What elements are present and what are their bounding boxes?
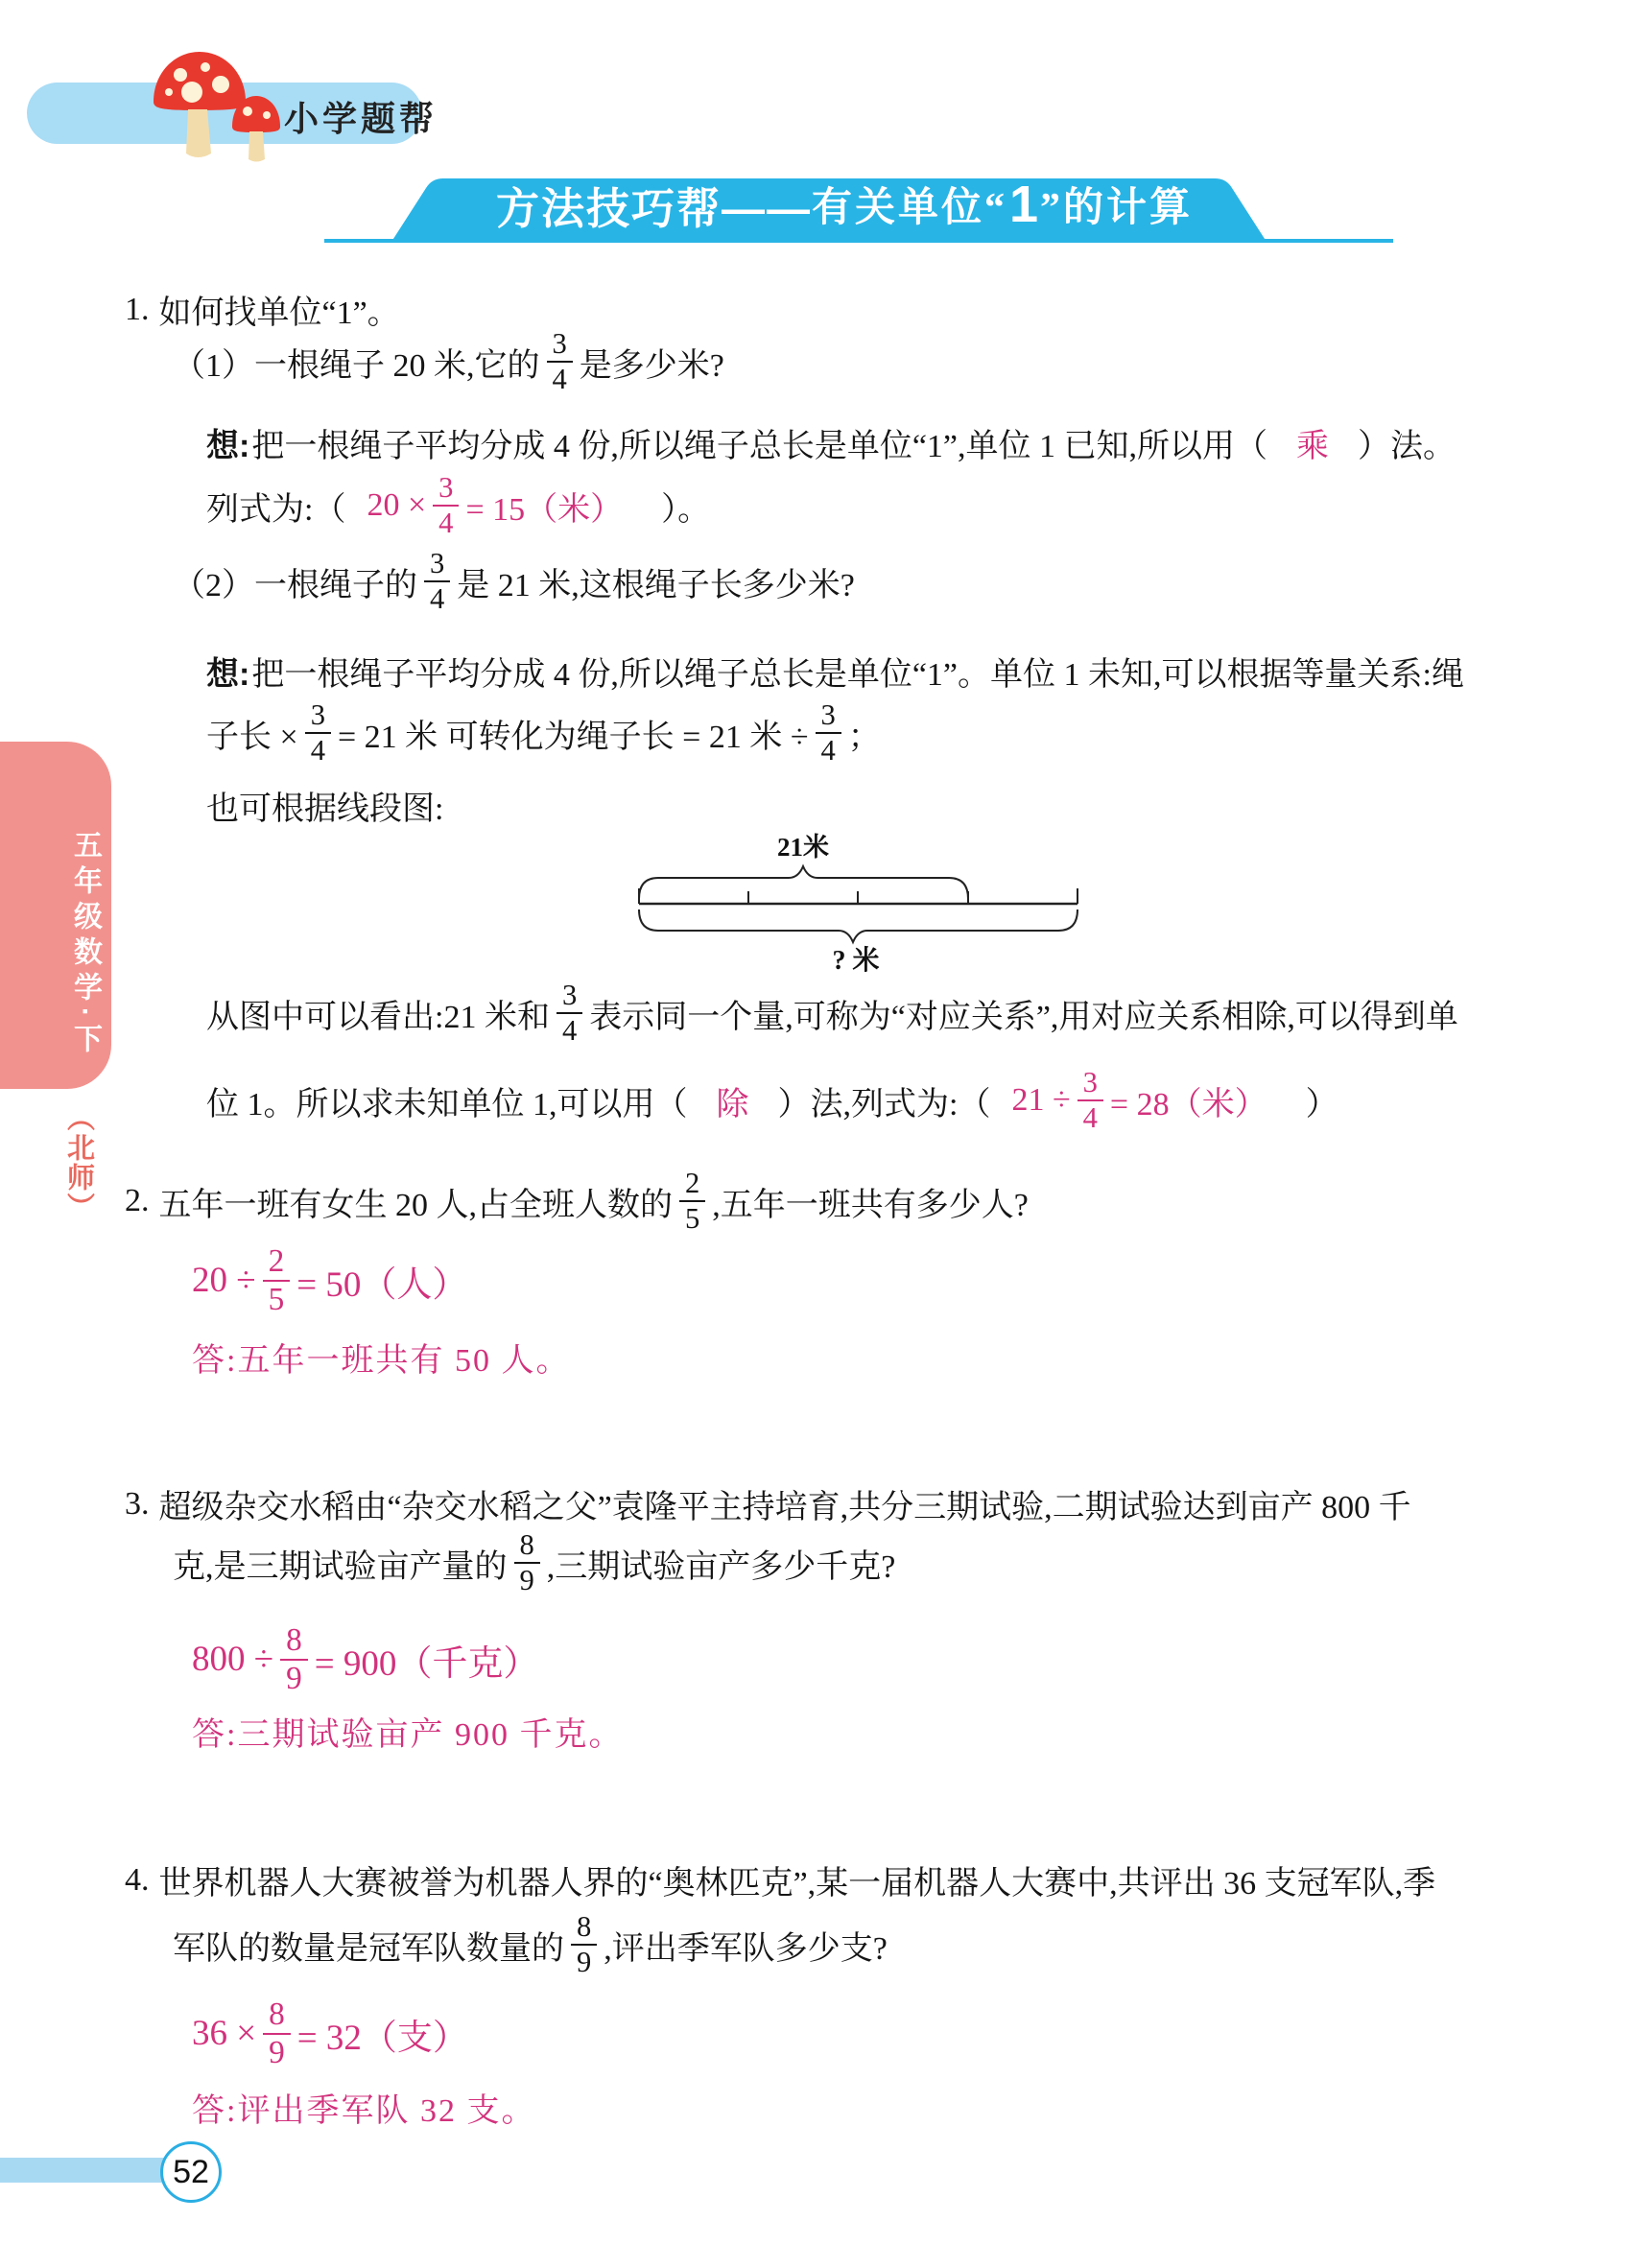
text: 列式为:（ — [206, 491, 346, 528]
text: 答:五年一班共有 50 人。 — [192, 1343, 571, 1379]
text: 军队的数量是冠军队数量的 — [173, 1930, 564, 1967]
diagram-bottom-label: ? 米 — [832, 946, 880, 976]
logo-text: 小学题帮 — [284, 99, 438, 138]
fraction — [280, 1623, 308, 1696]
fraction-denominator: 4 — [552, 363, 567, 396]
fraction — [263, 1244, 291, 1317]
text: 从图中可以看出:21 米和 — [206, 999, 550, 1035]
text: 800 ÷ — [192, 1640, 274, 1680]
fraction-numerator: 3 — [816, 699, 841, 734]
fraction — [433, 472, 459, 539]
text: 20 ÷ — [192, 1261, 256, 1301]
text: 克,是三期试验亩产量的 — [173, 1548, 508, 1585]
fraction-denominator: 5 — [268, 1281, 285, 1317]
fraction-denominator: 9 — [519, 1564, 534, 1597]
text: ）法,列式为:（ — [777, 1086, 991, 1122]
answer-equation — [1011, 1067, 1267, 1134]
sidebar-edition-label: （北师） — [63, 1103, 94, 1222]
text: = 32（支） — [296, 2018, 468, 2058]
problem-title-text: 如何找单位“1”。 — [158, 295, 400, 331]
text: ）。 — [661, 491, 711, 528]
banner-title-right: ”的计算 — [1040, 186, 1194, 230]
diagram-top-label: 21米 — [777, 833, 829, 862]
bottom-brace — [639, 910, 1077, 942]
problem-1-conclusion-line1 — [206, 980, 1458, 1047]
problem-1-part1-equation — [206, 472, 710, 539]
text: 子长 × — [206, 719, 298, 755]
text: 是 21 米,这根绳子长多少米? — [457, 567, 855, 603]
fraction-numerator: 3 — [557, 980, 582, 1014]
line-segment-diagram — [604, 817, 1094, 976]
problem-1-part2-think-line2 — [206, 699, 881, 767]
text: ）法。 — [1358, 429, 1456, 464]
fraction-denominator: 5 — [685, 1202, 700, 1236]
text: = 21 米 可转化为绳子长 = 21 米 ÷ — [337, 719, 809, 755]
fraction-denominator: 4 — [561, 1014, 578, 1048]
problem-number: 1. — [125, 291, 150, 327]
problem-number: 3. — [125, 1485, 150, 1522]
fraction — [424, 548, 450, 615]
text: ,评出季军队多少支? — [604, 1930, 888, 1967]
problem-2-answer-equation — [192, 1244, 467, 1317]
fraction-numerator: 3 — [1077, 1067, 1103, 1101]
text: ； — [847, 719, 881, 755]
fraction-numerator: 2 — [263, 1244, 291, 1282]
problem-number: 4. — [125, 1861, 150, 1898]
segment-diagram-intro — [206, 782, 443, 829]
answer-equation — [367, 472, 623, 539]
text: （1）一根绳子 20 米,它的 — [173, 347, 540, 384]
text: 答:评出季军队 32 支。 — [192, 2093, 536, 2129]
problem-2-title — [125, 1168, 1029, 1235]
think-label: 想: — [206, 656, 250, 693]
problem-1-part1 — [173, 328, 724, 395]
footer-bar — [0, 2158, 165, 2183]
fraction — [679, 1168, 705, 1235]
fraction-numerator: 3 — [547, 328, 573, 363]
sidebar-grade-tab — [0, 742, 111, 1089]
text: = 50（人） — [296, 1264, 468, 1305]
problem-4-answer-sentence — [192, 2084, 535, 2131]
text: = 15（米） — [465, 491, 624, 528]
text: 答:三期试验亩产 900 千克。 — [192, 1717, 624, 1753]
fraction-denominator: 4 — [310, 734, 325, 768]
text: 把一根绳子平均分成 4 份,所以绳子总长是单位“1”。单位 1 未知,可以根据等量关系:绳 — [251, 657, 1464, 693]
fraction-denominator: 9 — [577, 1946, 592, 1979]
problem-number: 2. — [125, 1183, 150, 1219]
text: 五年一班有女生 20 人,占全班人数的 — [158, 1187, 673, 1223]
text: 世界机器人大赛被誉为机器人界的“奥林匹克”,某一届机器人大赛中,共评出 36 支冠军队,季 — [158, 1866, 1436, 1902]
banner-title-one: 1 — [1008, 176, 1039, 233]
fraction — [816, 699, 841, 767]
fraction-numerator: 3 — [433, 472, 459, 507]
fraction-denominator: 9 — [269, 2034, 285, 2070]
text: = 28（米） — [1109, 1086, 1267, 1122]
text: 表示同一个量,可称为“对应关系”,用对应关系相除,可以得到单 — [589, 999, 1458, 1035]
text: ,三期试验亩产多少千克? — [546, 1548, 896, 1585]
answer-word: 除 — [716, 1086, 749, 1122]
problem-1-part1-think — [206, 419, 1456, 466]
problem-1-part2-think-line1 — [206, 648, 1464, 695]
text: 超级杂交水稻由“杂交水稻之父”袁隆平主持培育,共分三期试验,二期试验达到亩产 800 千 — [158, 1490, 1411, 1525]
problem-4-title-line2 — [173, 1911, 888, 1978]
page-number-badge — [160, 2141, 222, 2203]
problem-3-answer-equation — [192, 1623, 538, 1696]
problem-1-conclusion-line2 — [206, 1067, 1338, 1134]
fraction-numerator: 8 — [571, 1911, 597, 1946]
fraction-numerator: 8 — [514, 1529, 540, 1564]
fraction-numerator: 8 — [263, 1997, 291, 2035]
fraction-denominator: 9 — [286, 1660, 302, 1696]
problem-3-title-line1 — [125, 1480, 1411, 1527]
text: = 900（千克） — [314, 1643, 539, 1684]
fraction-numerator: 2 — [679, 1168, 705, 1202]
fraction-denominator: 4 — [820, 734, 836, 768]
text: ,五年一班共有多少人? — [712, 1187, 1029, 1223]
text: 也可根据线段图: — [206, 791, 444, 827]
text: 21 ÷ — [1011, 1082, 1071, 1119]
fraction — [571, 1911, 597, 1978]
problem-2-answer-sentence — [192, 1334, 570, 1381]
fraction — [263, 1997, 291, 2070]
problem-1-title — [125, 286, 400, 333]
problem-4-title-line1 — [125, 1856, 1435, 1903]
banner-title — [384, 174, 1305, 235]
banner-title-q1: 有关单位“ — [811, 186, 1007, 230]
page-number: 52 — [173, 2153, 209, 2190]
fraction — [557, 980, 582, 1047]
fraction — [305, 699, 331, 767]
problem-4-answer-equation — [192, 1997, 468, 2070]
fraction-numerator: 8 — [280, 1623, 308, 1661]
fraction-denominator: 4 — [430, 582, 445, 616]
mushrooms-logo-icon — [142, 38, 286, 163]
text: （2）一根绳子的 — [173, 567, 417, 603]
top-brace — [639, 866, 968, 899]
text: 20 × — [367, 487, 427, 524]
fraction — [547, 328, 573, 395]
text: 是多少米? — [579, 347, 724, 384]
text: ） — [1305, 1086, 1338, 1122]
fraction-denominator: 4 — [1082, 1101, 1098, 1135]
think-label: 想: — [206, 428, 250, 464]
fraction-numerator: 3 — [305, 699, 331, 734]
fraction-denominator: 4 — [438, 507, 454, 540]
problem-3-answer-sentence — [192, 1708, 623, 1755]
text: 位 1。所以求未知单位 1,可以用（ — [206, 1086, 688, 1122]
fraction — [514, 1529, 540, 1596]
problem-1-part2 — [173, 548, 855, 615]
answer-word: 乘 — [1296, 429, 1330, 464]
sidebar-grade-label: 五年级数学·下 — [69, 830, 101, 1059]
problem-3-title-line2 — [173, 1529, 895, 1596]
fraction — [1077, 1067, 1103, 1134]
text: 36 × — [192, 2014, 257, 2054]
text: 把一根绳子平均分成 4 份,所以绳子总长是单位“1”,单位 1 已知,所以用（ — [251, 429, 1268, 464]
banner-title-left: 方法技巧帮—— — [495, 183, 812, 233]
fraction-numerator: 3 — [424, 548, 450, 582]
